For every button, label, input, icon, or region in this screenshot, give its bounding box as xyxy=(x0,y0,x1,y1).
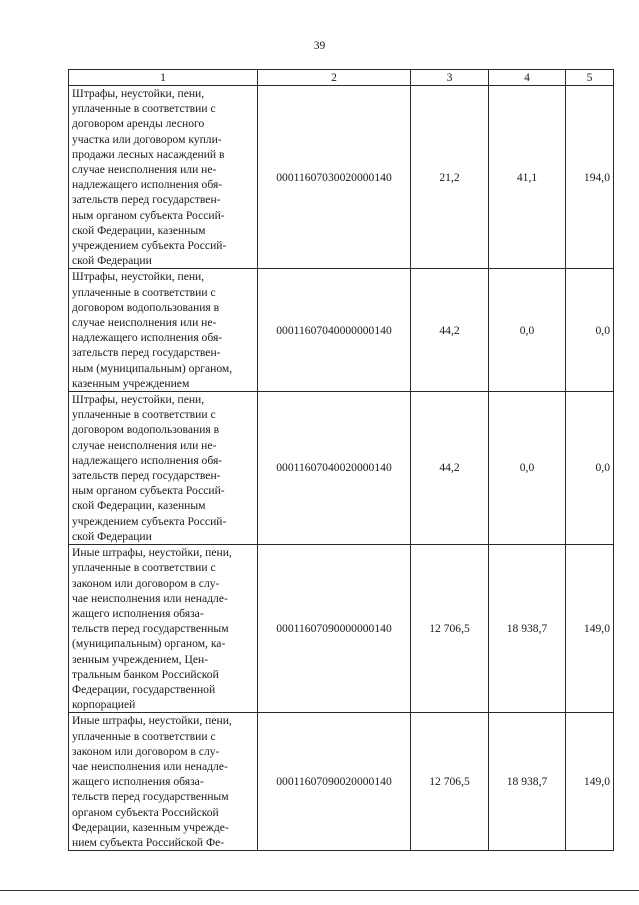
value-col-5: 149,0 xyxy=(566,713,614,851)
description-line: договором водопользования в xyxy=(72,423,220,437)
budget-code: 00011607090000000140 xyxy=(258,545,411,713)
description-line: жащего исполнения обяза- xyxy=(72,775,204,789)
description-line: ным органом субъекта Россий- xyxy=(72,208,225,222)
description-line: надлежащего исполнения обя- xyxy=(72,453,223,467)
description-line: Штрафы, неустойки, пени, xyxy=(72,270,205,284)
description-line: случае неисполнения или не- xyxy=(72,316,217,330)
table-row xyxy=(69,86,614,269)
budget-code: 00011607090020000140 xyxy=(258,713,411,851)
value-col-4: 0,0 xyxy=(489,269,566,392)
table-row xyxy=(69,713,614,851)
description-line: тельств перед государственным xyxy=(72,622,229,636)
description-line: Иные штрафы, неустойки, пени, xyxy=(72,714,232,728)
value-col-5: 0,0 xyxy=(566,269,614,392)
description-line: чае неисполнения или ненадле- xyxy=(72,591,228,605)
description-line: зательств перед государствен- xyxy=(72,346,221,360)
description-line: жащего исполнения обяза- xyxy=(72,606,204,620)
value-col-3: 12 706,5 xyxy=(411,713,489,851)
description-line: уплаченные в соответствии с xyxy=(72,285,216,299)
table-row xyxy=(69,269,614,392)
value-col-3: 12 706,5 xyxy=(411,545,489,713)
description-line: законом или договором в слу- xyxy=(72,576,220,590)
description-line: уплаченные в соответствии с xyxy=(72,729,216,743)
table-row xyxy=(69,392,614,545)
description-line: уплаченные в соответствии с xyxy=(72,408,216,422)
description-line: корпорацией xyxy=(72,698,136,712)
header-col-2: 2 xyxy=(258,70,411,86)
description-line: нием субъекта Российской Фе- xyxy=(72,835,225,849)
description-line: органом субъекта Российской xyxy=(72,805,219,819)
value-col-3: 44,2 xyxy=(411,392,489,545)
description-line: ской Федерации xyxy=(72,254,152,268)
budget-code: 00011607030020000140 xyxy=(258,86,411,269)
value-col-3: 21,2 xyxy=(411,86,489,269)
header-col-1: 1 xyxy=(69,70,258,86)
description-line: ской Федерации, казенным xyxy=(72,499,206,513)
description-line: надлежащего исполнения обя- xyxy=(72,331,223,345)
row-description xyxy=(69,86,258,269)
description-line: законом или договором в слу- xyxy=(72,744,220,758)
value-col-4: 41,1 xyxy=(489,86,566,269)
footer-divider xyxy=(0,890,639,891)
description-line: ным органом субъекта Россий- xyxy=(72,484,225,498)
revenue-table xyxy=(68,69,614,851)
row-description xyxy=(69,269,258,392)
description-line: (муниципальным) органом, ка- xyxy=(72,637,226,651)
description-line: продажи лесных насаждений в xyxy=(72,147,225,161)
description-line: ской Федерации, казенным xyxy=(72,223,206,237)
description-line: уплаченные в соответствии с xyxy=(72,102,216,116)
value-col-4: 18 938,7 xyxy=(489,713,566,851)
budget-code: 00011607040020000140 xyxy=(258,392,411,545)
description-line: казенным учреждением xyxy=(72,376,190,390)
table-header-row xyxy=(69,70,614,86)
header-col-4: 4 xyxy=(489,70,566,86)
description-line: надлежащего исполнения обя- xyxy=(72,178,223,192)
header-col-5: 5 xyxy=(566,70,614,86)
description-line: договором водопользования в xyxy=(72,300,220,314)
description-line: зенным учреждением, Цен- xyxy=(72,652,209,666)
row-description xyxy=(69,713,258,851)
description-line: зательств перед государствен- xyxy=(72,469,221,483)
description-line: участка или договором купли- xyxy=(72,132,222,146)
description-line: зательств перед государствен- xyxy=(72,193,221,207)
description-line: тральным банком Российской xyxy=(72,667,219,681)
page-number: 39 xyxy=(313,40,326,52)
description-line: ным (муниципальным) органом, xyxy=(72,361,233,375)
header-col-3: 3 xyxy=(411,70,489,86)
description-line: ской Федерации xyxy=(72,529,152,543)
description-line: случае неисполнения или не- xyxy=(72,438,217,452)
value-col-4: 18 938,7 xyxy=(489,545,566,713)
value-col-4: 0,0 xyxy=(489,392,566,545)
description-line: чае неисполнения или ненадле- xyxy=(72,759,228,773)
description-line: учреждением субъекта Россий- xyxy=(72,239,227,253)
value-col-3: 44,2 xyxy=(411,269,489,392)
description-line: договором аренды лесного xyxy=(72,117,205,131)
description-line: уплаченные в соответствии с xyxy=(72,561,216,575)
description-line: тельств перед государственным xyxy=(72,790,229,804)
description-line: Иные штрафы, неустойки, пени, xyxy=(72,546,232,560)
row-description xyxy=(69,545,258,713)
budget-code: 00011607040000000140 xyxy=(258,269,411,392)
description-line: Штрафы, неустойки, пени, xyxy=(72,393,205,407)
value-col-5: 194,0 xyxy=(566,86,614,269)
table-row xyxy=(69,545,614,713)
value-col-5: 0,0 xyxy=(566,392,614,545)
description-line: Федерации, государственной xyxy=(72,682,216,696)
description-line: Федерации, казенным учрежде- xyxy=(72,820,229,834)
value-col-5: 149,0 xyxy=(566,545,614,713)
description-line: Штрафы, неустойки, пени, xyxy=(72,87,205,100)
description-line: учреждением субъекта Россий- xyxy=(72,514,227,528)
row-description xyxy=(69,392,258,545)
description-line: случае неисполнения или не- xyxy=(72,163,217,177)
